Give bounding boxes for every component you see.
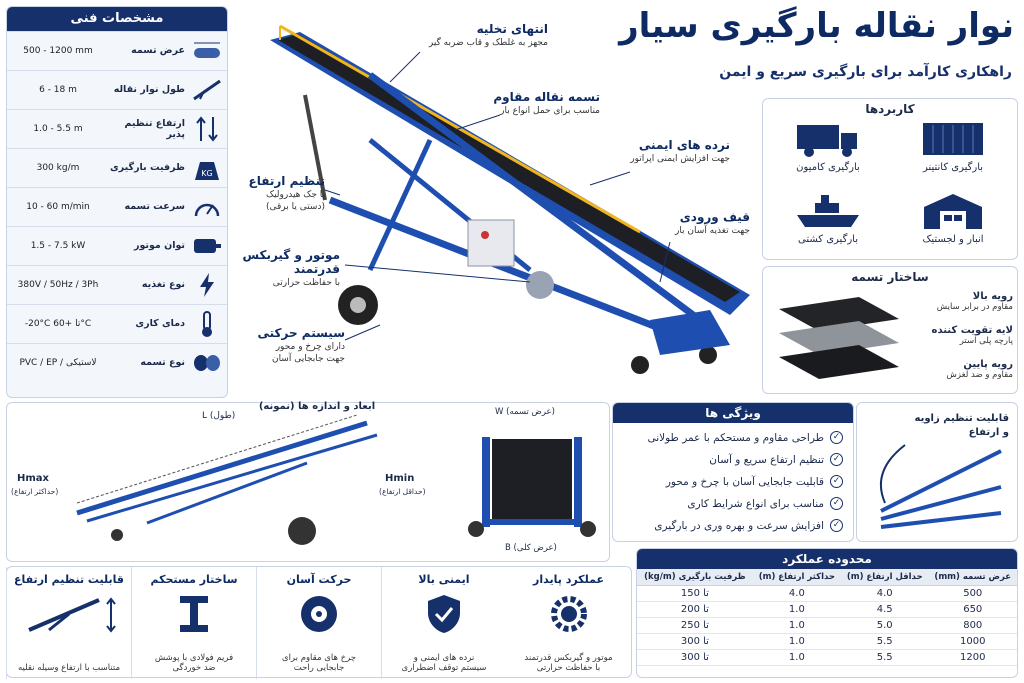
callout-belt: تسمه نقاله مقاوم مناسب برای حمل انواع بار bbox=[493, 90, 600, 116]
motor-icon bbox=[187, 227, 227, 265]
svg-text:KG: KG bbox=[201, 168, 213, 178]
feature-item: ✓ مناسب برای انواع شرایط کاری bbox=[687, 497, 843, 510]
check-icon: ✓ bbox=[830, 453, 843, 466]
belt-structure-header: ساختار تسمه bbox=[851, 270, 929, 284]
spec-row: توان موتور 1.5 - 7.5 kW bbox=[7, 226, 227, 264]
length-label: L (طول) bbox=[202, 411, 236, 421]
table-row: 500 4.0 4.0 تا 150 bbox=[637, 586, 1017, 602]
callout-mobility: سیستم حرکتی دارای چرخ و محور جهت جابجایی آسان bbox=[257, 326, 345, 364]
specs-header: مشخصات فنی bbox=[7, 7, 227, 31]
check-icon: ✓ bbox=[830, 431, 843, 444]
thermometer-icon bbox=[187, 305, 227, 343]
front-view-drawing bbox=[462, 417, 602, 547]
applications-panel bbox=[762, 98, 1018, 260]
container-icon bbox=[918, 119, 988, 159]
specs-panel bbox=[6, 6, 228, 398]
shield-check-icon bbox=[422, 592, 466, 636]
warehouse-icon bbox=[918, 191, 988, 231]
card-robust-structure: ساختار مستحکم فریم فولادی با پوشش ضد خوردگی bbox=[131, 567, 256, 679]
hopper bbox=[650, 310, 730, 355]
card-height-adjustment: قابلیت تنظیم ارتفاع متناسب با ارتفاع وسیله نقلیه bbox=[6, 567, 131, 679]
callout-motor: موتور و گیربکس قدرتمند با حفاظت حرارتی bbox=[242, 248, 340, 288]
layer-top: رویه بالا مقاوم در برابر سایش bbox=[936, 291, 1013, 312]
feature-item: ✓ قابلیت جابجایی آسان با چرخ و محور bbox=[666, 475, 843, 488]
callout-discharge: انتهای تخلیه مجهز به غلطک و قاب ضربه گیر bbox=[428, 22, 548, 48]
app-truck: بارگیری کامیون bbox=[768, 119, 888, 173]
spec-row: سرعت تسمه 10 - 60 m/min bbox=[7, 187, 227, 225]
belt-width-icon bbox=[187, 32, 227, 70]
height-adjust-icon bbox=[19, 592, 119, 636]
card-high-safety: ایمنی بالا نرده های ایمنی و سیستم توقف اضطراری bbox=[381, 567, 506, 679]
ship-icon bbox=[793, 191, 863, 231]
hmax-label: Hmax bbox=[17, 473, 49, 484]
side-view-drawing bbox=[47, 413, 397, 563]
check-icon: ✓ bbox=[830, 497, 843, 510]
app-warehouse: انبار و لجستیک bbox=[893, 191, 1013, 245]
truck-icon bbox=[793, 119, 863, 159]
callout-hopper: قیف ورودی جهت تغذیه آسان بار bbox=[674, 210, 750, 236]
bottom-features-panel bbox=[6, 566, 632, 678]
angle-title-2: و ارتفاع bbox=[968, 427, 1009, 438]
check-icon: ✓ bbox=[830, 519, 843, 532]
feature-item: ✓ تنظیم ارتفاع سریع و آسان bbox=[709, 453, 843, 466]
performance-header: محدوده عملکرد bbox=[637, 549, 1017, 569]
feature-item: ✓ افزایش سرعت و بهره وری در بارگیری bbox=[654, 519, 843, 532]
height-arrows-icon bbox=[187, 110, 227, 148]
hmin-sub-label: (حداقل ارتفاع) bbox=[379, 487, 426, 496]
tire-icon bbox=[297, 592, 341, 636]
table-row: 1000 5.5 1.0 تا 300 bbox=[637, 634, 1017, 650]
features-panel bbox=[612, 402, 854, 542]
card-stable-performance: عملکرد پایدار موتور و گیربکس قدرتمند با حفاظت حرارتی bbox=[524, 573, 613, 673]
gear-icon bbox=[547, 592, 591, 636]
steel-beam-icon bbox=[172, 592, 216, 636]
page-subtitle: راهکاری کارآمد برای بارگیری سریع و ایمن bbox=[719, 64, 1012, 80]
spec-row: دمای کاری -20°C تا +60°C bbox=[7, 304, 227, 342]
angle-title: قابلیت تنظیم زاویه bbox=[914, 413, 1009, 424]
angle-adjust-drawing bbox=[861, 431, 1017, 539]
conveyor-length-icon bbox=[187, 71, 227, 109]
spec-row: KG ظرفیت بارگیری 300 kg/m bbox=[7, 148, 227, 186]
app-container: بارگیری کانتینر bbox=[893, 119, 1013, 173]
callout-rails: نرده های ایمنی جهت افزایش ایمنی اپراتور bbox=[630, 138, 730, 164]
table-row: 650 4.5 1.0 تا 200 bbox=[637, 602, 1017, 618]
performance-table bbox=[637, 569, 1017, 666]
table-row: 1200 5.5 1.0 تا 300 bbox=[637, 650, 1017, 666]
belt-width-label: W (عرض تسمه) bbox=[495, 407, 555, 417]
table-row: 800 5.0 1.0 تا 250 bbox=[637, 618, 1017, 634]
check-icon: ✓ bbox=[830, 475, 843, 488]
angle-panel bbox=[856, 402, 1018, 542]
card-easy-movement: حرکت آسان چرخ های مقاوم برای جابجایی راحت bbox=[256, 567, 381, 679]
total-width-label: B (عرض کلی) bbox=[505, 543, 557, 553]
dimensions-header: ابعاد و اندازه ها (نمونه) bbox=[258, 401, 376, 412]
spec-row: نوع تغذیه 380V / 50Hz / 3Ph bbox=[7, 265, 227, 303]
spec-row: عرض تسمه 500 - 1200 mm bbox=[7, 31, 227, 69]
belt-layers-illustration bbox=[769, 289, 909, 389]
features-header: ویژگی ها bbox=[613, 403, 853, 423]
performance-panel bbox=[636, 548, 1018, 678]
table-header-row: عرض تسمه (mm) حداقل ارتفاع (m) حداکثر ارتفاع (m) ظرفیت بارگیری (kg/m) bbox=[637, 569, 1017, 586]
page-title: نوار نقاله بارگیری سیار bbox=[619, 6, 1014, 46]
callout-height: تنظیم ارتفاع با جک هیدرولیک (دستی یا برقی) bbox=[248, 174, 325, 212]
layer-reinforcement: لایه تقویت کننده پارچه پلی استر bbox=[931, 325, 1013, 346]
control-box bbox=[468, 220, 514, 266]
belt-roll-icon bbox=[187, 344, 227, 382]
hmax-sub-label: (حداکثر ارتفاع) bbox=[11, 487, 59, 496]
hmin-label: Hmin bbox=[385, 473, 415, 484]
spec-row: نوع تسمه PVC / EP / لاستیکی bbox=[7, 343, 227, 381]
motor-gearbox bbox=[526, 271, 554, 299]
app-ship: بارگیری کشتی bbox=[768, 191, 888, 245]
applications-header: کاربردها bbox=[865, 102, 915, 116]
dimensions-panel bbox=[6, 402, 610, 562]
feature-item: ✓ طراحی مقاوم و مستحکم با عمر طولانی bbox=[647, 431, 843, 444]
lightning-icon bbox=[187, 266, 227, 304]
layer-bottom: رویه پایین مقاوم و ضد لغزش bbox=[946, 359, 1013, 380]
belt-structure-panel bbox=[762, 266, 1018, 394]
spec-row: ارتفاع تنظیم پذیر 1.0 - 5.5 m bbox=[7, 109, 227, 147]
spec-row: طول نوار نقاله 6 - 18 m bbox=[7, 70, 227, 108]
